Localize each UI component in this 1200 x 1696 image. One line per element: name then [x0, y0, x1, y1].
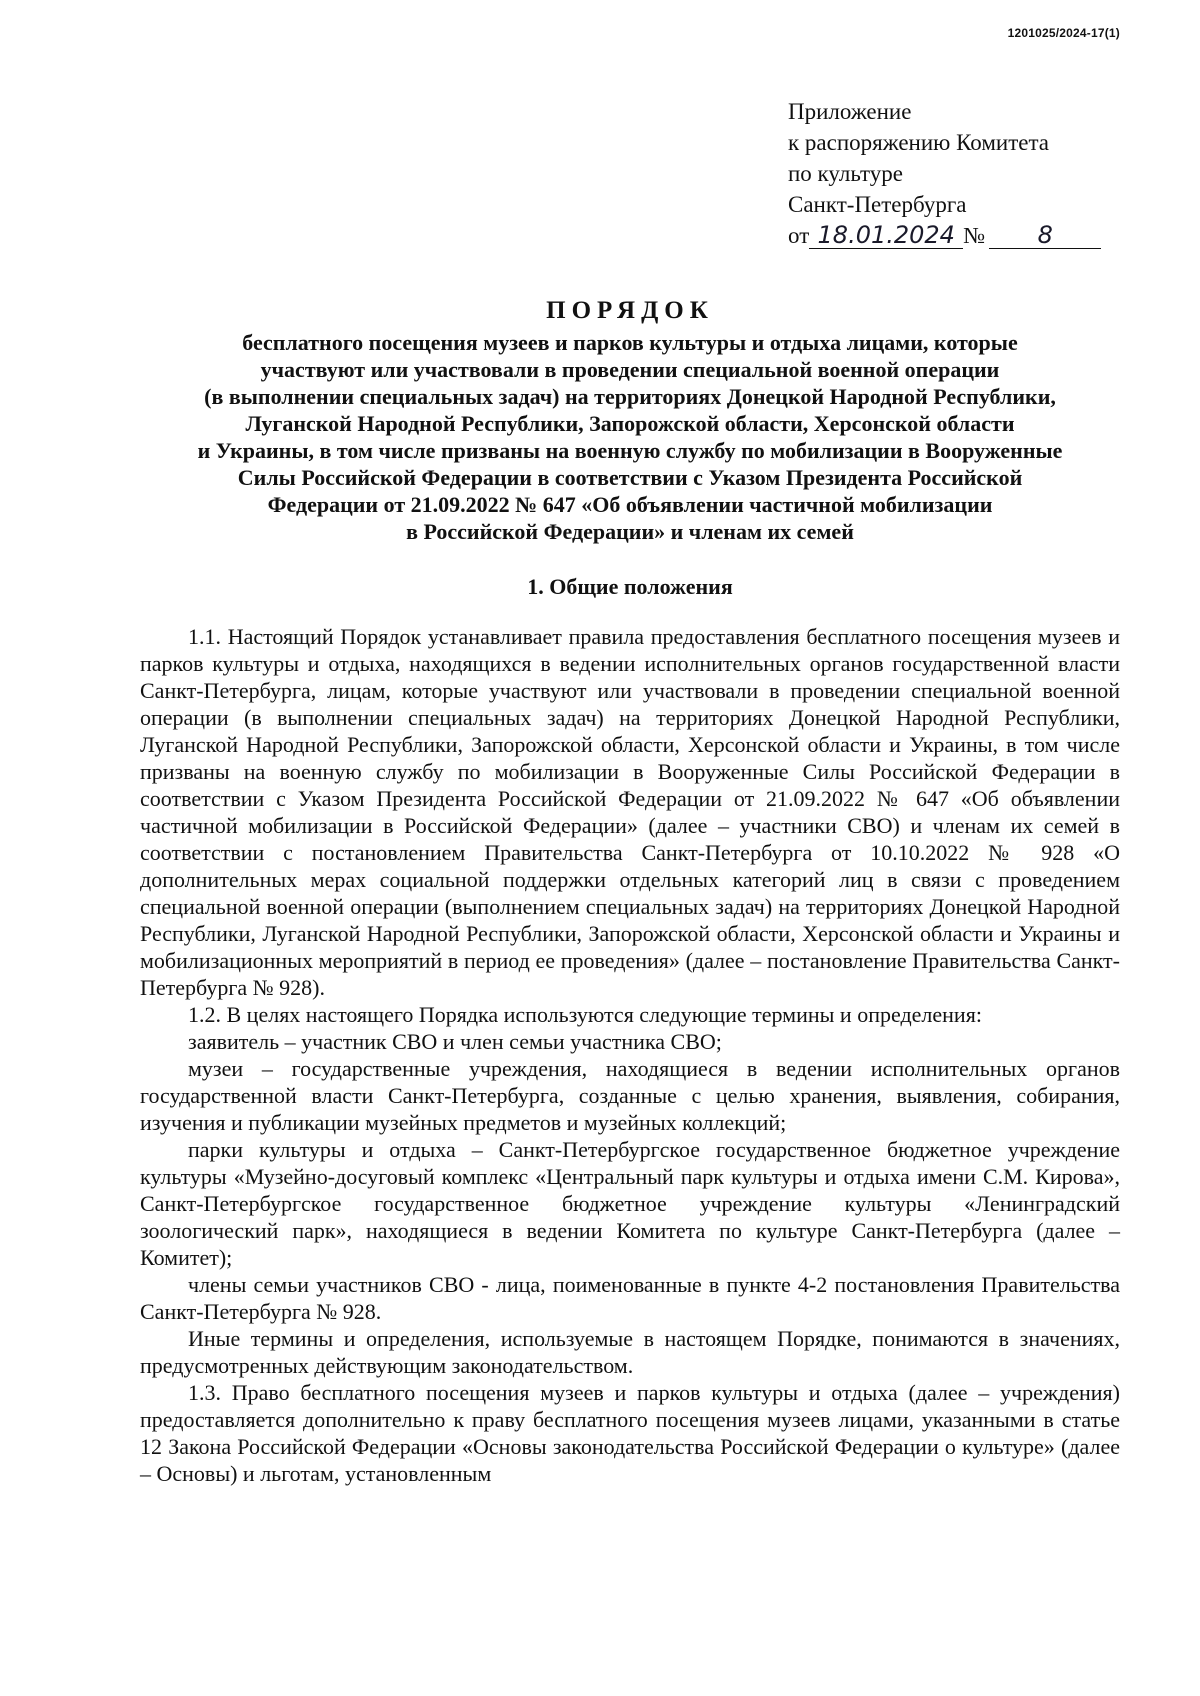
paragraph: члены семьи участников СВО - лица, поименованные в пункте 4-2 постановления Правительства Санкт-Петербурга № 928. [140, 1272, 1120, 1324]
appendix-date-line [788, 220, 1148, 251]
paragraph: 1.1. Настоящий Порядок устанавливает правила предоставления бесплатного посещения музеев и парков культуры и отдыха, находящихся в ведении исполнительных органов государственной власти Санкт-Петербурга, лицам, которые участвуют или участвовали в проведении специальной военной операции (в выполнении специальных задач) на территориях Донецкой Народной Республики, Луганской Народной Республики, Запорожской области, Херсонской области и Украины, в том числе призваны на военную службу по мобилизации в Вооруженные Силы Российской Федерации в соответствии с Указом Президента Российской Федерации от 21.09.2022 № 647 «Об объявлении частичной мобилизации в Российской Федерации» (далее – участники СВО) и членам их семей в соответствии с постановлением Правительства Санкт-Петербурга от 10.10.2022 № 928 «О дополнительных мерах социальной поддержки отдельных категорий лиц в связи с проведением специальной военной операции (выполнением специальных задач) на территориях Донецкой Народной Республики, Луганской Народной Республики, Запорожской области, Херсонской области и Украины и мобилизационных мероприятий в период ее проведения» (далее – постановление Правительства Санкт-Петербурга № 928). [140, 624, 1120, 1000]
title-line: (в выполнении специальных задач) на территориях Донецкой Народной Республики, [204, 384, 1056, 409]
paragraph: музеи – государственные учреждения, находящиеся в ведении исполнительных органов государственной власти Санкт-Петербурга, созданные с целью хранения, выявления, собирания, изучения и публикации музейных предметов и музейных коллекций; [140, 1056, 1120, 1135]
appendix-line: Приложение [788, 99, 912, 124]
document-title [140, 295, 1120, 545]
document-body [140, 623, 1120, 1487]
title-line: участвуют или участвовали в проведении специальной военной операции [260, 357, 1000, 382]
handwritten-date: 18.01.2024 [809, 222, 963, 249]
paragraph: заявитель – участник СВО и член семьи участника СВО; [188, 1029, 722, 1054]
appendix-line: Санкт-Петербурга [788, 192, 967, 217]
title-line: Федерации от 21.09.2022 № 647 «Об объявлении частичной мобилизации [267, 492, 993, 517]
appendix-line: по культуре [788, 161, 903, 186]
document-registration-number: 1201025/2024-17(1) [1007, 26, 1120, 40]
title-line: бесплатного посещения музеев и парков культуры и отдыха лицами, которые [242, 330, 1018, 355]
date-prefix: от [788, 223, 810, 248]
section-heading: 1. Общие положения [527, 574, 733, 599]
number-prefix: № [963, 223, 986, 248]
title-line: Силы Российской Федерации в соответствии с Указом Президента Российской [237, 465, 1023, 490]
title-line: и Украины, в том числе призваны на военную службу по мобилизации в Вооруженные [197, 438, 1063, 463]
title-line: Луганской Народной Республики, Запорожской области, Херсонской области [245, 411, 1015, 436]
paragraph: Иные термины и определения, используемые в настоящем Порядке, понимаются в значениях, предусмотренных действующим законодательством. [140, 1326, 1120, 1378]
paragraph: парки культуры и отдыха – Санкт-Петербургское государственное бюджетное учреждение культуры «Музейно-досуговый комплекс «Центральный парк культуры и отдыха имени С.М. Кирова», Санкт-Петербургское государственное бюджетное учреждение культуры «Ленинградский зоологический парк», находящиеся в ведении Комитета по культуре Санкт-Петербурга (далее – Комитет); [140, 1137, 1120, 1270]
appendix-line: к распоряжению Комитета [788, 130, 1049, 155]
title-line: в Российской Федерации» и членам их семей [406, 519, 854, 544]
handwritten-number: 8 [989, 222, 1101, 249]
appendix-header [788, 96, 1148, 251]
paragraph: 1.3. Право бесплатного посещения музеев и парков культуры и отдыха (далее – учреждения) предоставляется дополнительно к праву бесплатного посещения музеев лицами, указанными в статье 12 Закона Российской Федерации «Основы законодательства Российской Федерации о культуре» (далее – Основы) и льготам, установленным [140, 1380, 1120, 1486]
paragraph: 1.2. В целях настоящего Порядка используются следующие термины и определения: [188, 1002, 982, 1027]
title-main: ПОРЯДОК [546, 297, 714, 324]
